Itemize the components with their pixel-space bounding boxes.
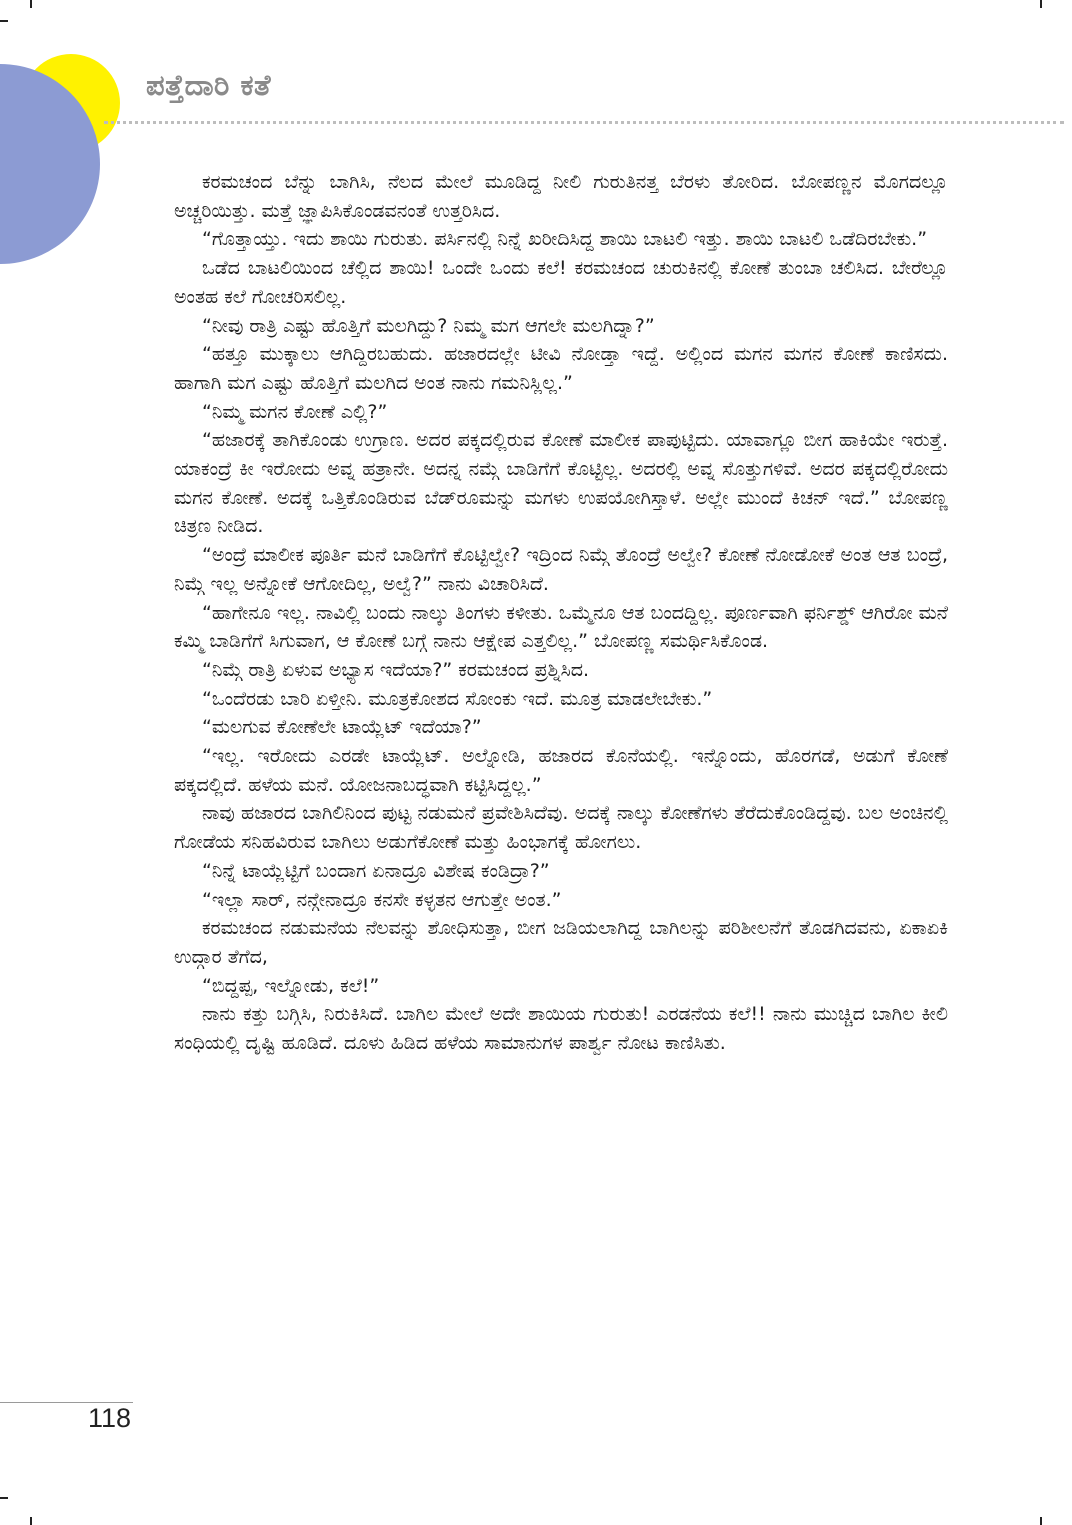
- paragraph: ನಾವು ಹಜಾರದ ಬಾಗಿಲಿನಿಂದ ಪುಟ್ಟ ನಡುಮನೆ ಪ್ರವೇಶಿಸಿದೆವು. ಅದಕ್ಕೆ ನಾಲ್ಕು ಕೋಣೆಗಳು ತೆರೆದುಕೊಂಡಿದ್ದವು. ಬಲ ಅಂಚಿನಲ್ಲಿ ಗೋಡೆಯ ಸನಿಹವಿರುವ ಬಾಗಿಲು ಅಡುಗೆಕೋಣೆ ಮತ್ತು ಹಿಂಭಾಗಕ್ಕೆ ಹೋಗಲು.: [174, 802, 948, 854]
- crop-mark-bottom-right: [1040, 1517, 1042, 1525]
- paragraph: “ನಿನ್ನೆ ಟಾಯ್ಲೆಟ್ಟಿಗೆ ಬಂದಾಗ ಏನಾದ್ರೂ ವಿಶೇಷ ಕಂಡಿದ್ರಾ?”: [202, 859, 550, 882]
- paragraph: “ಇಲ್ಲಾ ಸಾರ್, ನನ್ಗೇನಾದ್ರೂ ಕನಸೇ ಕಳ್ಳತನ ಆಗುತ್ತೇ ಅಂತ.”: [202, 888, 562, 911]
- paragraph: “ನಿಮ್ಮ ಮಗನ ಕೋಣೆ ಎಲ್ಲಿ?”: [202, 400, 388, 423]
- paragraph: ಒಡೆದ ಬಾಟಲಿಯಿಂದ ಚೆಲ್ಲಿದ ಶಾಯಿ! ಒಂದೇ ಒಂದು ಕಲೆ! ಕರಮಚಂದ ಚುರುಕಿನಲ್ಲಿ ಕೋಣೆ ತುಂಬಾ ಚಲಿಸಿದ. ಬೇರೆಲ್ಲೂ ಅಂತಹ ಕಲೆ ಗೋಚರಿಸಲಿಲ್ಲ.: [174, 257, 948, 308]
- page-number: 118: [88, 1403, 132, 1433]
- crop-mark-top-right: [1040, 0, 1042, 8]
- paragraph: “ಹಜಾರಕ್ಕೆ ತಾಗಿಕೊಂಡು ಉಗ್ರಾಣ. ಅದರ ಪಕ್ಕದಲ್ಲಿರುವ ಕೋಣೆ ಮಾಲೀಕ ಪಾಪುಟ್ಟಿದು. ಯಾವಾಗ್ಲೂ ಬೀಗ ಹಾಕಿಯೇ ಇರುತ್ತೆ. ಯಾಕಂದ್ರೆ ಕೀ ಇರೋದು ಅವ್ನ ಹತ್ರಾನೇ. ಅದನ್ನ ನಮ್ಗೆ ಬಾಡಿಗೆಗೆ ಕೊಟ್ಟಿಲ್ಲ. ಅದರಲ್ಲಿ ಅವ್ನ ಸೊತ್ತುಗಳಿವೆ. ಅದರ ಪಕ್ಕದಲ್ಲಿರೋದು ಮಗನ ಕೋಣೆ. ಅದಕ್ಕೆ ಒತ್ತಿಕೊಂಡಿರುವ ಬೆಡ್‌ರೂಮನ್ನು ಮಗಳು ಉಪಯೋಗಿಸ್ತಾಳೆ. ಅಲ್ಲೇ ಮುಂದೆ ಕಿಚನ್ ಇದೆ.” ಬೋಪಣ್ಣ ಚಿತ್ರಣ ನೀಡಿದ.: [174, 429, 948, 538]
- paragraph: “ನೀವು ರಾತ್ರಿ ಎಷ್ಟು ಹೊತ್ತಿಗೆ ಮಲಗಿದ್ದು? ನಿಮ್ಮ ಮಗ ಆಗಲೇ ಮಲಗಿದ್ನಾ?”: [202, 314, 655, 337]
- crop-mark-left-lower: [0, 1497, 8, 1499]
- paragraph: “ಮಲಗುವ ಕೋಣೆಲೇ ಟಾಯ್ಲೆಟ್ ಇದೆಯಾ?”: [202, 716, 482, 739]
- paragraph: “ಹತ್ತೂ ಮುಕ್ಕಾಲು ಆಗಿದ್ದಿರಬಹುದು. ಹಜಾರದಲ್ಲೇ ಟೀವಿ ನೋಡ್ತಾ ಇದ್ದೆ. ಅಲ್ಲಿಂದ ಮಗನ ಮಗನ ಕೋಣೆ ಕಾಣಿಸದು. ಹಾಗಾಗಿ ಮಗ ಎಷ್ಟು ಹೊತ್ತಿಗೆ ಮಲಗಿದ ಅಂತ ನಾನು ಗಮನಿಸ್ಲಿಲ್ಲ.”: [174, 343, 948, 394]
- paragraph: “ಅಂದ್ರೆ ಮಾಲೀಕ ಪೂರ್ತಿ ಮನೆ ಬಾಡಿಗೆಗೆ ಕೊಟ್ಟಿಲ್ವೇ? ಇದ್ರಿಂದ ನಿಮ್ಗೆ ತೊಂದ್ರೆ ಅಲ್ವೇ? ಕೋಣೆ ನೋಡೋಕೆ ಅಂತ ಆತ ಬಂದ್ರೆ, ನಿಮ್ಗೆ ಇಲ್ಲ ಅನ್ನೋಕೆ ಆಗೋದಿಲ್ಲ, ಅಲ್ವೆ?” ನಾನು ವಿಚಾರಿಸಿದೆ.: [174, 544, 948, 595]
- crop-mark-top-left: [30, 0, 32, 8]
- paragraph: “ಹಾಗೇನೂ ಇಲ್ಲ. ನಾವಿಲ್ಲಿ ಬಂದು ನಾಲ್ಕು ತಿಂಗಳು ಕಳೀತು. ಒಮ್ಮೆನೂ ಆತ ಬಂದದ್ದಿಲ್ಲ. ಪೂರ್ಣವಾಗಿ ಫರ್ನಿಶ್ಡ್ ಆಗಿರೋ ಮನೆ ಕಮ್ಮಿ ಬಾಡಿಗೆಗೆ ಸಿಗುವಾಗ, ಆ ಕೋಣೆ ಬಗ್ಗೆ ನಾನು ಆಕ್ಷೇಪ ಎತ್ತಲಿಲ್ಲ.” ಬೋಪಣ್ಣ ಸಮರ್ಥಿಸಿಕೊಂಡ.: [174, 601, 948, 653]
- header-dotted-rule: [104, 121, 1064, 124]
- crop-mark-left-upper: [0, 20, 8, 22]
- paragraph: “ಒಂದೆರಡು ಬಾರಿ ಏಳ್ತೀನಿ. ಮೂತ್ರಕೋಶದ ಸೋಂಕು ಇದೆ. ಮೂತ್ರ ಮಾಡಲೇಬೇಕು.”: [202, 687, 713, 710]
- paragraph: ನಾನು ಕತ್ತು ಬಗ್ಗಿಸಿ, ನಿರುಕಿಸಿದೆ. ಬಾಗಿಲ ಮೇಲೆ ಅದೇ ಶಾಯಿಯ ಗುರುತು! ಎರಡನೆಯ ಕಲೆ!! ನಾನು ಮುಚ್ಚಿದ ಬಾಗಿಲ ಕೀಲಿ ಸಂಧಿಯಲ್ಲಿ ದೃಷ್ಟಿ ಹೂಡಿದೆ. ದೂಳು ಹಿಡಿದ ಹಳೆಯ ಸಾಮಾನುಗಳ ಪಾರ್ಶ್ವ ನೋಟ ಕಾಣಿಸಿತು.: [174, 1003, 948, 1055]
- paragraph: “ಇಲ್ಲ. ಇರೋದು ಎರಡೇ ಟಾಯ್ಲೆಟ್. ಅಲ್ನೋಡಿ, ಹಜಾರದ ಕೊನೆಯಲ್ಲಿ. ಇನ್ನೊಂದು, ಹೊರಗಡೆ, ಅಡುಗೆ ಕೋಣೆ ಪಕ್ಕದಲ್ಲಿದೆ. ಹಳೆಯ ಮನೆ. ಯೋಜನಾಬದ್ಧವಾಗಿ ಕಟ್ಟಿಸಿದ್ದಲ್ಲ.”: [174, 745, 948, 796]
- crop-mark-bottom-left: [30, 1517, 32, 1525]
- paragraph: “ಗೊತ್ತಾಯ್ತು. ಇದು ಶಾಯಿ ಗುರುತು. ಪರ್ಸಿನಲ್ಲಿ ನಿನ್ನೆ ಖರೀದಿಸಿದ್ದ ಶಾಯಿ ಬಾಟಲಿ ಇತ್ತು. ಶಾಯಿ ಬಾಟಲಿ ಒಡೆದಿರಬೇಕು.”: [202, 228, 928, 251]
- paragraph: ಕರಮಚಂದ ನಡುಮನೆಯ ನೆಲವನ್ನು ಶೋಧಿಸುತ್ತಾ, ಬೀಗ ಜಡಿಯಲಾಗಿದ್ದ ಬಾಗಿಲನ್ನು ಪರಿಶೀಲನೆಗೆ ತೊಡಗಿದವನು, ಏಕಾಏಕಿ ಉದ್ಗಾರ ತೆಗೆದ,: [174, 917, 948, 968]
- paragraph: ಕರಮಚಂದ ಬೆನ್ನು ಬಾಗಿಸಿ, ನೆಲದ ಮೇಲೆ ಮೂಡಿದ್ದ ನೀಲಿ ಗುರುತಿನತ್ತ ಬೆರಳು ತೋರಿದ. ಬೋಪಣ್ಣನ ಮೊಗದಲ್ಲೂ ಅಚ್ಚರಿಯಿತ್ತು. ಮತ್ತೆ ಜ್ಞಾಪಿಸಿಕೊಂಡವನಂತೆ ಉತ್ತರಿಸಿದ.: [174, 171, 948, 222]
- running-header-title: ಪತ್ತೆದಾರಿ ಕತೆ: [146, 68, 272, 102]
- story-body: [174, 168, 948, 1058]
- paragraph: “ಬಿದ್ದಪ್ಪ, ಇಲ್ನೋಡು, ಕಲೆ!”: [202, 974, 380, 997]
- paragraph: “ನಿಮ್ಗೆ ರಾತ್ರಿ ಏಳುವ ಅಭ್ಯಾಸ ಇದೆಯಾ?” ಕರಮಚಂದ ಪ್ರಶ್ನಿಸಿದ.: [202, 658, 590, 681]
